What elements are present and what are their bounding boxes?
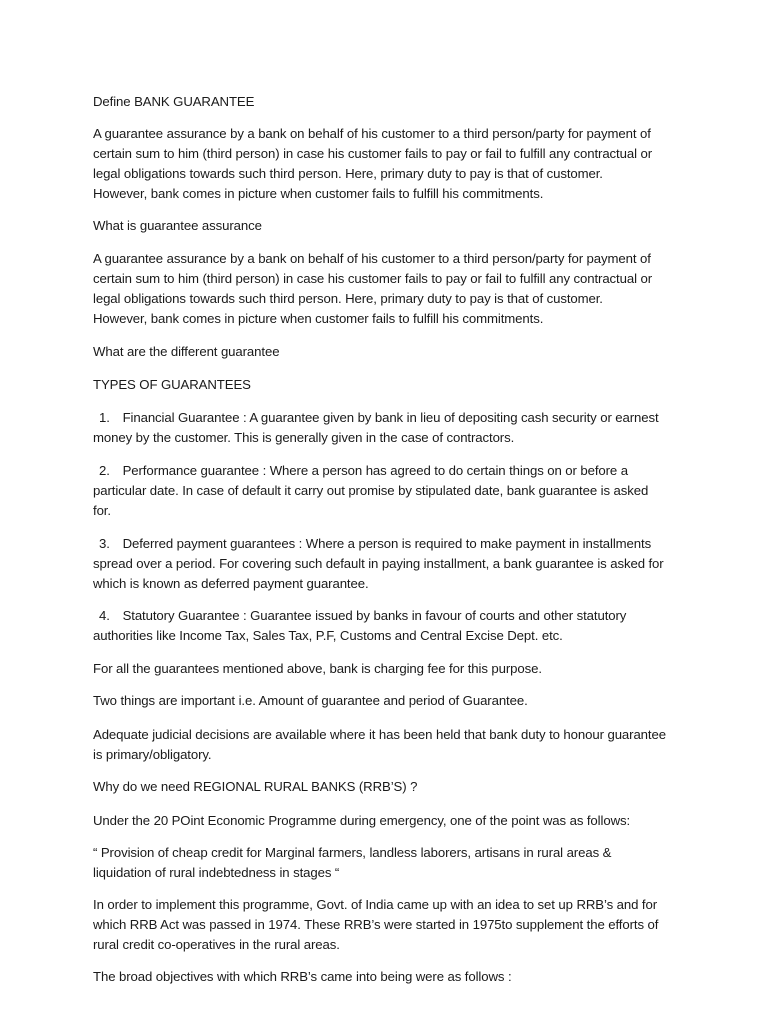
- paragraph-rrb-implementation: In order to implement this programme, Govt. of India came up with an idea to set up RRB’s and for which RRB Act was passed in 1974. These RRB’s were started in 1975to supplement the efforts of rural credit co-operatives in the rural areas.: [93, 897, 659, 952]
- list-item-text: Performance guarantee : Where a person has agreed to do certain things on or before a particular date. In case of default it carry out promise by stipulated date, bank guarantee is asked for.: [93, 463, 649, 518]
- paragraph-two-things: Two things are important i.e. Amount of guarantee and period of Guarantee.: [93, 693, 528, 708]
- paragraph-rrb-objectives: The broad objectives with which RRB’s came into being were as follows :: [93, 969, 512, 984]
- list-number: 3.: [99, 536, 110, 551]
- paragraph-guarantee-assurance: A guarantee assurance by a bank on behalf of his customer to a third person/party for payment of certain sum to him (third person) in case his customer fails to pay or fail to fulfill any contractual or legal obligations towards such third person. Here, primary duty to pay is that of customer. However, bank comes in picture when customer fails to fulfill his commitments.: [93, 251, 652, 326]
- question-regional-rural-banks: Why do we need REGIONAL RURAL BANKS (RRB’S) ?: [93, 779, 418, 794]
- question-guarantee-assurance: What is guarantee assurance: [93, 218, 262, 233]
- list-item-text: Statutory Guarantee : Guarantee issued by banks in favour of courts and other statutory authorities like Income Tax, Sales Tax, P.F, Customs and Central Excise Dept. etc.: [93, 608, 627, 643]
- list-item-text: Deferred payment guarantees : Where a person is required to make payment in installments spread over a period. For covering such default in paying installment, a bank guarantee is asked for which is known as deferred payment guarantee.: [93, 536, 664, 591]
- list-item: [93, 461, 693, 521]
- paragraph-fee: For all the guarantees mentioned above, bank is charging fee for this purpose.: [93, 661, 542, 676]
- question-define-bank-guarantee: Define BANK GUARANTEE: [93, 94, 255, 109]
- question-different-guarantee: What are the different guarantee: [93, 344, 280, 359]
- quote-provision-of-cheap-credit: “ Provision of cheap credit for Marginal farmers, landless laborers, artisans in rural areas & liquidation of rural indebtedness in stages “: [93, 845, 612, 880]
- list-number: 1.: [99, 410, 110, 425]
- list-item-text: Financial Guarantee : A guarantee given by bank in lieu of depositing cash security or earnest money by the customer. This is generally given in the case of contractors.: [93, 410, 659, 445]
- paragraph-20-point-programme: Under the 20 POint Economic Programme during emergency, one of the point was as follows:: [93, 813, 631, 828]
- paragraph-bank-guarantee-definition: A guarantee assurance by a bank on behalf of his customer to a third person/party for payment of certain sum to him (third person) in case his customer fails to pay or fail to fulfill any contractual or legal obligations towards such third person. Here, primary duty to pay is that of customer. However, bank comes in picture when customer fails to fulfill his commitments.: [93, 126, 652, 201]
- list-item: [93, 606, 693, 646]
- list-item: [93, 534, 693, 594]
- list-item: [93, 408, 693, 448]
- list-number: 4.: [99, 608, 110, 623]
- paragraph-judicial-decisions: Adequate judicial decisions are available where it has been held that bank duty to honour guarantee is primary/obligatory.: [93, 727, 666, 762]
- list-number: 2.: [99, 463, 110, 478]
- types-heading: TYPES OF GUARANTEES: [93, 377, 251, 392]
